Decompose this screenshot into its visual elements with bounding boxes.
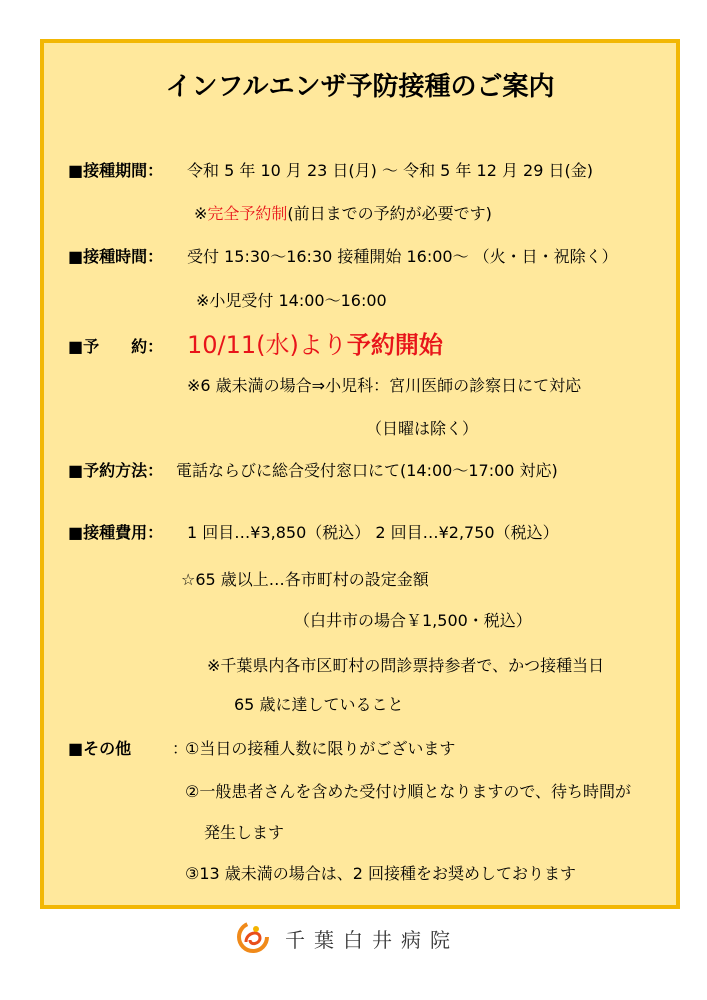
reservation-note-child: ※6 歳未満の場合⇒小児科：宮川医師の診察日にて対応	[187, 376, 582, 395]
other-item-2-cont: 発生します	[204, 823, 285, 842]
other-colon: ：	[172, 739, 189, 758]
other-item-3: ③13 歳未満の場合は、2 回接種をお奨めしております	[185, 864, 577, 883]
fee-value: 1 回目…¥3,850（税込） 2 回目…¥2,750（税込）	[187, 523, 559, 542]
fee-note2: 65 歳に達していること	[234, 695, 404, 714]
other-item-1: ①当日の接種人数に限りがございます	[185, 739, 456, 758]
fee-senior: ☆65 歳以上…各市町村の設定金額	[181, 570, 429, 589]
period-note	[194, 204, 492, 224]
fee-note1: ※千葉県内各市区町村の問診票持参者で、かつ接種当日	[207, 656, 605, 675]
page-title: インフルエンザ予防接種のご案内	[165, 72, 555, 102]
hospital-name: 千葉白井病院	[285, 928, 459, 952]
other-item-2: ②一般患者さんを含めた受付け順となりますので、待ち時間が	[185, 782, 632, 801]
reservation-start-emphasis: 予約開始	[346, 331, 443, 359]
fee-label: ■接種費用：	[68, 523, 164, 542]
hospital-logo-icon	[236, 920, 270, 954]
time-value: 受付 15:30～16:30 接種開始 16:00～ （火・日・祝除く）	[187, 247, 618, 266]
fee-senior-example: （白井市の場合￥1,500・税込）	[294, 611, 532, 630]
reservation-required-text: 完全予約制	[207, 204, 288, 223]
child-reception-time: ※小児受付 14:00～16:00	[196, 291, 387, 310]
notice-poster	[40, 39, 680, 909]
reservation-start	[187, 331, 443, 359]
method-value: 電話ならびに総合受付窓口にて(14:00～17:00 対応)	[176, 461, 558, 480]
method-label: ■予約方法：	[68, 461, 164, 480]
period-label: ■接種期間：	[68, 161, 164, 180]
reservation-label: ■予 約：	[68, 337, 164, 356]
period-note-rest: (前日までの予約が必要です)	[287, 204, 492, 223]
time-label: ■接種時間：	[68, 247, 164, 266]
note-mark: ※	[194, 204, 208, 223]
other-label: ■その他	[68, 739, 132, 758]
reservation-start-date: 10/11(水)より	[187, 331, 347, 359]
reservation-note-sunday: （日曜は除く）	[366, 419, 479, 438]
period-value: 令和 5 年 10 月 23 日(月) ～ 令和 5 年 12 月 29 日(金)	[187, 161, 593, 180]
